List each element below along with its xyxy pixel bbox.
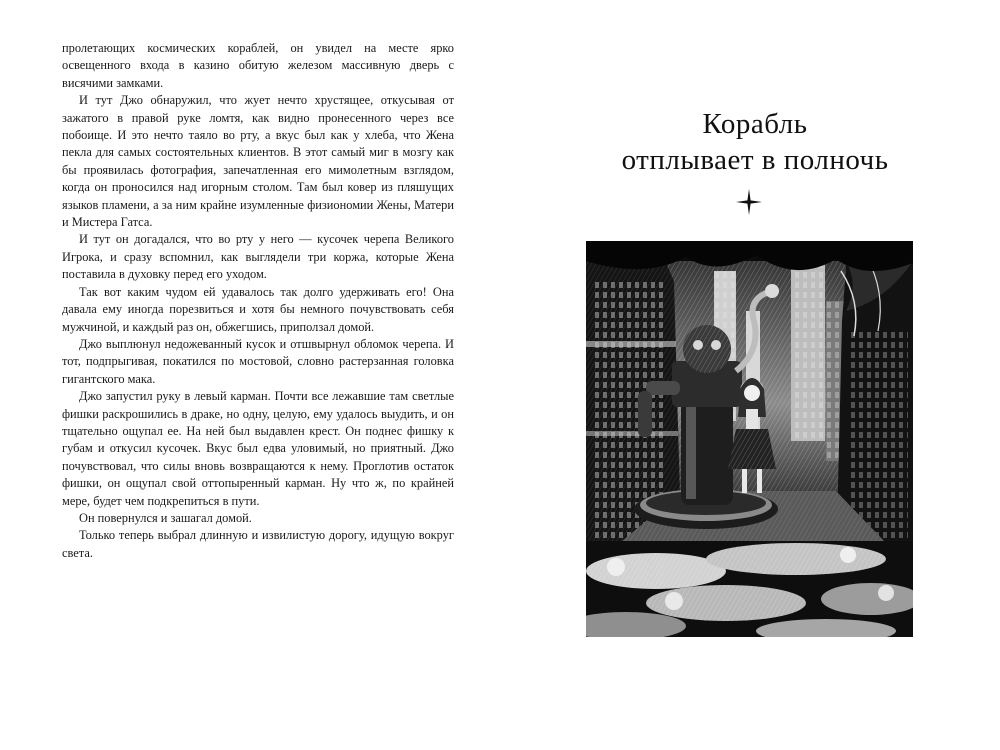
chapter-illustration bbox=[586, 241, 913, 637]
paragraph: И тут он догадался, что во рту у него — кусочек черепа Великого Игрока, и сразу вспомнил, как выглядели три коржа, которые Жена поставила в духовку перед его уходом. bbox=[62, 232, 454, 282]
paragraph: И тут Джо обнаружил, что жует нечто хрустящее, откусывая от зажатого в правой руке ломтя, как видно пронесенного через все побоище. И это нечто таяло во рту, а вкус был как у хлеба, что Жена пекла для самых состоятельных клиентов. В этот самый миг в мозгу как бы проявилась фотография, запечатленная его мимолетным взглядом, когда он проносился над игорным столом. Там был ковер из пляшущих языков пламени, а за ним крайне изумленные физиономии Жены, Матери и Мистера Гатса. bbox=[62, 93, 454, 230]
paragraph: Он повернулся и зашагал домой. bbox=[79, 510, 252, 525]
chapter-title-line-1: Корабль bbox=[702, 108, 808, 140]
paragraph: Джо выплюнул недожеванный кусок и отшвырнул обломок черепа. И тот, подпрыгивая, покатился по мостовой, словно растерзанная головка гигантского мака. bbox=[62, 336, 454, 386]
right-page bbox=[500, 0, 1000, 750]
chapter-title bbox=[560, 106, 950, 178]
chapter-title-line-2: отплывает в полночь bbox=[621, 144, 889, 176]
body-text bbox=[62, 40, 454, 562]
four-point-star-icon bbox=[736, 189, 762, 215]
paragraph: Так вот каким чудом ей удавалось так долго удерживать его! Она давала ему иногда порезвиться и хотя бы немного почувствовать себя мужчиной, и каждый раз он, обжегшись, приползал домой. bbox=[62, 284, 454, 334]
paragraph: Джо запустил руку в левый карман. Почти все лежавшие там светлые фишки раскрошились в драке, но одну, целую, ему удалось выудить, и он тщательно ощупал ее. На ней был выдавлен крест. Он поднес фишку к губам и откусил кусочек. Вкус был едва уловимый, но приятный. Джо почувствовал, что силы вновь возвращаются к нему. Проглотив остаток фишки, он ощупал свой оттопыренный карман. Ну что ж, по крайней мере, будет чем подкрепиться в пути. bbox=[62, 389, 454, 508]
paragraph: Только теперь выбрал длинную и извилистую дорогу, идущую вокруг света. bbox=[62, 528, 454, 560]
foreground-figures bbox=[586, 541, 913, 637]
paragraph: пролетающих космических кораблей, он увидел на месте ярко освещенного входа в казино обитую железом массивную дверь с висячими замками. bbox=[62, 41, 454, 90]
